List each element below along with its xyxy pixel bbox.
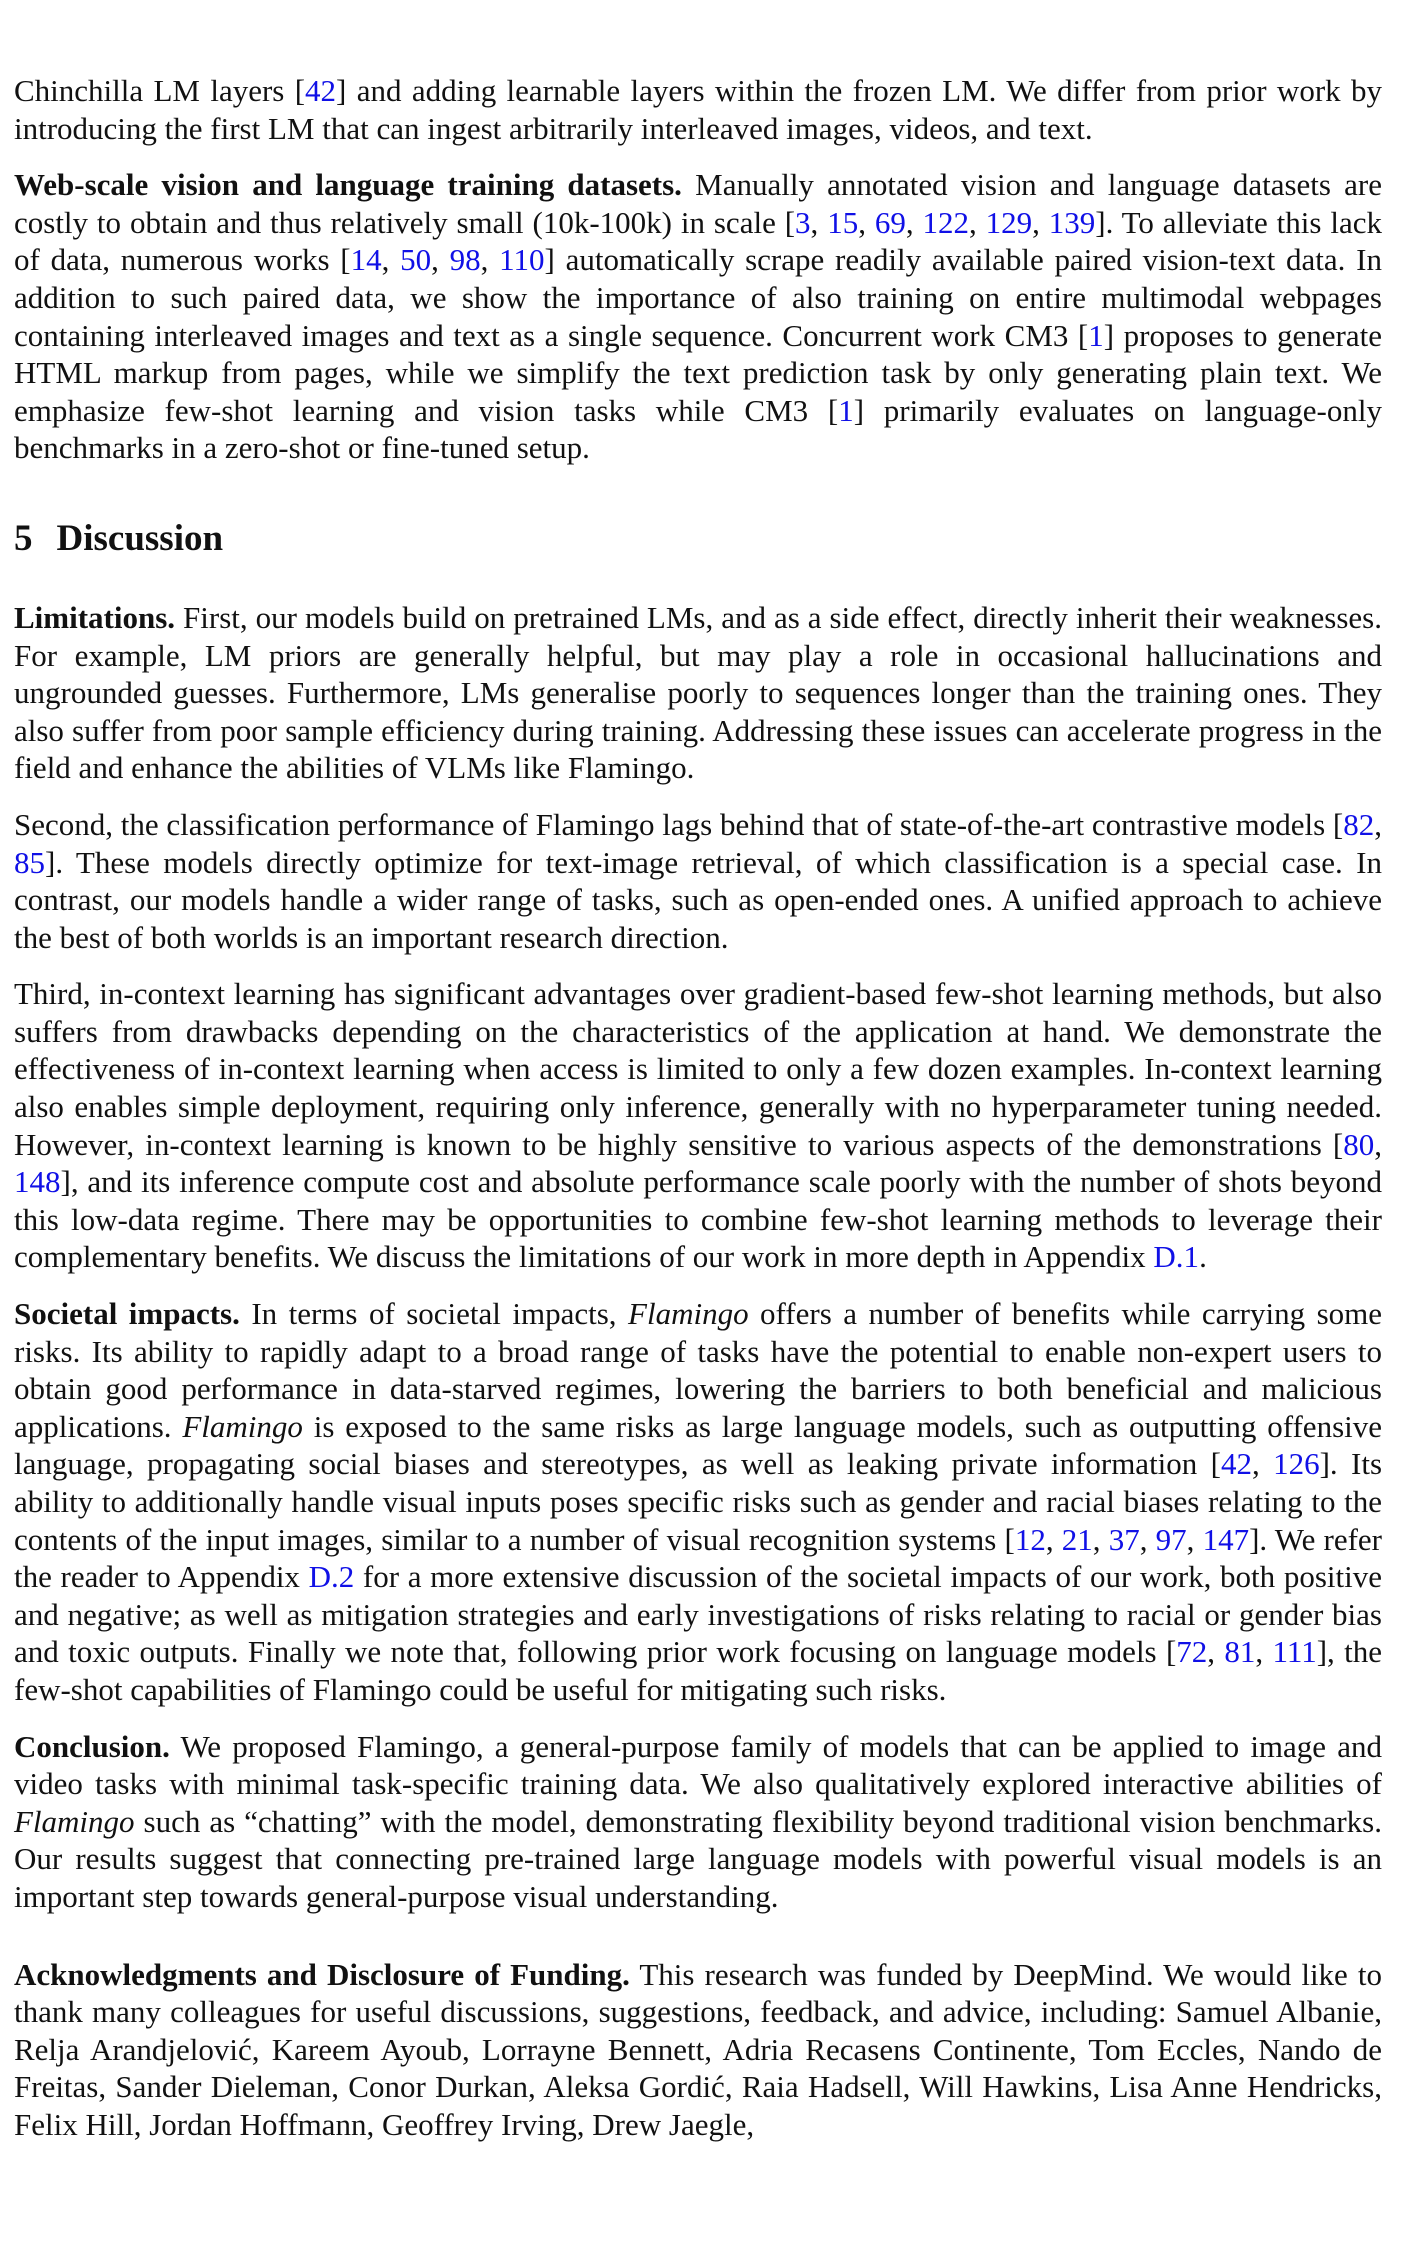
body-text: , <box>1045 1521 1062 1557</box>
citation-link[interactable]: 126 <box>1273 1446 1320 1482</box>
body-text: , <box>431 242 450 278</box>
body-text: Third, in-context learning has significant advantages over gradient-based few-shot learning methods, but also suffers from drawbacks depending on the characteristics of the application at hand. We demonstrate the effectiveness of in-context learning when access is limited to only a few dozen examples. In-context learning also enables simple deployment, requiring only inference, generally with no hyperparameter tuning needed. However, in-context learning is known to be highly sensitive to various aspects of the demonstrations [ <box>14 976 1382 1162</box>
body-text: Chinchilla LM layers [ <box>14 73 306 108</box>
body-text: We proposed Flamingo, a general-purpose family of models that can be applied to image and video tasks with minimal task-specific training data. We also qualitatively explored interactive abilities of <box>14 1728 1382 1802</box>
body-text: , <box>480 242 500 278</box>
citation-link[interactable]: 122 <box>922 204 969 240</box>
body-text: , <box>1251 1446 1274 1482</box>
body-text: ], and its inference compute cost and absolute performance scale poorly with the number of shots beyond this low-data regime. There may be opportunities to combine few-shot learning methods to leverage their complementary benefits. We discuss the limitations of our work in more depth in Appendix <box>14 1164 1382 1275</box>
paragraph-heading: Limitations. <box>14 599 176 635</box>
body-text: ]. We refer the reader to Appendix <box>14 1521 1383 1595</box>
body-text: , <box>1139 1521 1156 1557</box>
body-text: ] primarily evaluates on language-only benchmarks in a zero-shot or fine-tuned setup. <box>14 392 1382 466</box>
body-text: , <box>858 204 875 240</box>
body-text: , <box>1092 1521 1109 1557</box>
citation-link[interactable]: D.2 <box>308 1559 355 1595</box>
citation-link[interactable]: 81 <box>1224 1634 1256 1670</box>
paper-page <box>14 72 1382 2163</box>
body-text: ], the few-shot capabilities of Flamingo could be useful for mitigating such risks. <box>14 1634 1383 1707</box>
citation-link[interactable]: D.1 <box>1153 1239 1200 1275</box>
body-text: . <box>1199 1239 1207 1275</box>
body-text: ]. Its ability to additionally handle visual inputs poses specific risks such as gender and racial biases relating to the contents of the input images, similar to a number of visual recognition systems [ <box>14 1446 1383 1557</box>
acknowledgments <box>14 1956 1382 2144</box>
citation-link[interactable]: 42 <box>1220 1446 1252 1482</box>
body-text: , <box>905 204 923 240</box>
citation-link[interactable]: 1 <box>838 392 854 428</box>
body-text: Manually annotated vision and language datasets are costly to obtain and thus relatively small (10k-100k) in scale [ <box>14 167 1382 240</box>
body-text: , <box>968 204 986 240</box>
paragraph-heading: Societal impacts. <box>14 1296 240 1332</box>
paragraph-heading: Conclusion. <box>14 1728 170 1764</box>
emphasis-text: Flamingo <box>628 1296 749 1332</box>
discussion-paragraphs <box>14 599 1382 1916</box>
citation-link[interactable]: 69 <box>874 204 906 240</box>
citation-link[interactable]: 139 <box>1048 204 1096 240</box>
citation-link[interactable]: 147 <box>1202 1521 1250 1557</box>
body-text: ] proposes to generate HTML markup from pages, while we simplify the text prediction task by only generating plain text. We emphasize few-shot learning and vision tasks while CM3 [ <box>14 317 1382 428</box>
paragraph-heading: Web-scale vision and language training datasets. <box>14 167 682 203</box>
citation-link[interactable]: 97 <box>1155 1521 1187 1557</box>
citation-link[interactable]: 148 <box>14 1164 61 1200</box>
body-text: ]. To alleviate this lack of data, numerous works [ <box>14 204 1382 278</box>
citation-link[interactable]: 111 <box>1272 1634 1317 1670</box>
body-text: ]. These models directly optimize for text-image retrieval, of which classification is a special case. In contrast, our models handle a wider range of tasks, such as open-ended ones. A unified approach to achieve the best of both worlds is an important research direction. <box>14 844 1382 955</box>
body-text: , <box>1207 1634 1225 1670</box>
citation-link[interactable]: 15 <box>827 204 859 240</box>
citation-link[interactable]: 129 <box>985 204 1033 240</box>
citation-link[interactable]: 14 <box>350 242 382 278</box>
body-text: such as “chatting” with the model, demonstrating flexibility beyond traditional vision benchmarks. Our results suggest that connecting pre-trained large language models with powerful visual models is an important step towards general-purpose visual understanding. <box>14 1803 1382 1914</box>
section-number: 5 <box>14 517 33 559</box>
body-text: This research was funded by DeepMind. We would like to thank many colleagues for useful discussions, suggestions, feedback, and advice, including: Samuel Albanie, Relja Arandjelović, Kareem Ayoub, Lorrayne Bennett, Adria Recasens Continente, Tom Eccles, Nando de Freitas, Sander Dieleman, Conor Durkan, Aleksa Gordić, Raia Hadsell, Will Hawkins, Lisa Anne Hendricks, Felix Hill, Jordan Hoffmann, Geoffrey Irving, Drew Jaegle, <box>14 1956 1382 2142</box>
body-text: ] automatically scrape readily available paired vision-text data. In addition to such paired data, we show the importance of also training on entire multimodal webpages containing interleaved images and text as a single sequence. Concurrent work CM3 [ <box>14 242 1383 353</box>
citation-link[interactable]: 42 <box>305 73 337 108</box>
body-text: In terms of societal impacts, <box>239 1296 629 1332</box>
body-text: ] and adding learnable layers within the frozen LM. We differ from prior work by introducing the first LM that can ingest arbitrarily interleaved images, videos, and text. <box>14 73 1382 146</box>
paragraph <box>14 806 1382 956</box>
emphasis-text: Flamingo <box>182 1408 303 1444</box>
emphasis-text: Flamingo <box>14 1803 135 1839</box>
paragraph <box>14 72 1382 147</box>
body-text: for a more extensive discussion of the societal impacts of our work, both positive and negative; as well as mitigation strategies and early investigations of risks relating to racial or gender bias and toxic outputs. Finally we note that, following prior work focusing on language models [ <box>14 1559 1382 1670</box>
body-text: is exposed to the same risks as large language models, such as outputting offensive language, propagating social biases and stereotypes, as well as leaking private information [ <box>14 1408 1382 1482</box>
body-text: , <box>1374 1126 1382 1162</box>
citation-link[interactable]: 12 <box>1014 1521 1046 1557</box>
body-text: , <box>381 242 401 278</box>
body-text: , <box>810 204 828 240</box>
paragraph <box>14 975 1382 1276</box>
section-heading <box>14 519 1382 559</box>
citation-link[interactable]: 82 <box>1343 806 1375 842</box>
paragraph <box>14 1295 1382 1709</box>
citation-link[interactable]: 21 <box>1061 1521 1093 1557</box>
body-text: , <box>1032 204 1049 240</box>
body-text: , <box>1255 1634 1273 1670</box>
related-work-paragraphs <box>14 72 1382 467</box>
paragraph <box>14 166 1382 467</box>
body-text: Second, the classification performance of Flamingo lags behind that of state-of-the-art contrastive models [ <box>14 806 1344 842</box>
citation-link[interactable]: 80 <box>1343 1126 1375 1162</box>
paragraph <box>14 1956 1382 2144</box>
body-text: , <box>1186 1521 1203 1557</box>
citation-link[interactable]: 98 <box>449 242 481 278</box>
body-text: , <box>1374 806 1382 842</box>
body-text: First, our models build on pretrained LMs, and as a side effect, directly inherit their weaknesses. For example, LM priors are generally helpful, but may play a role in occasional hallucinations and ungrounded guesses. Furthermore, LMs generalise poorly to sequences longer than the training ones. They also suffer from poor sample efficiency during training. Addressing these issues can accelerate progress in the field and enhance the abilities of VLMs like Flamingo. <box>14 599 1382 786</box>
citation-link[interactable]: 1 <box>1088 317 1104 353</box>
section-title: Discussion <box>56 517 224 559</box>
citation-link[interactable]: 72 <box>1176 1634 1208 1670</box>
citation-link[interactable]: 110 <box>499 242 545 278</box>
citation-link[interactable]: 3 <box>795 204 811 240</box>
citation-link[interactable]: 50 <box>400 242 432 278</box>
paragraph-heading: Acknowledgments and Disclosure of Funding. <box>14 1956 630 1992</box>
body-text: offers a number of benefits while carrying some risks. Its ability to rapidly adapt to a broad range of tasks have the potential to enable non-expert users to obtain good performance in data-starved regimes, lowering the barriers to both beneficial and malicious applications. <box>14 1296 1383 1444</box>
citation-link[interactable]: 85 <box>14 844 45 880</box>
paragraph <box>14 1728 1382 1916</box>
citation-link[interactable]: 37 <box>1108 1521 1140 1557</box>
paragraph <box>14 599 1382 787</box>
